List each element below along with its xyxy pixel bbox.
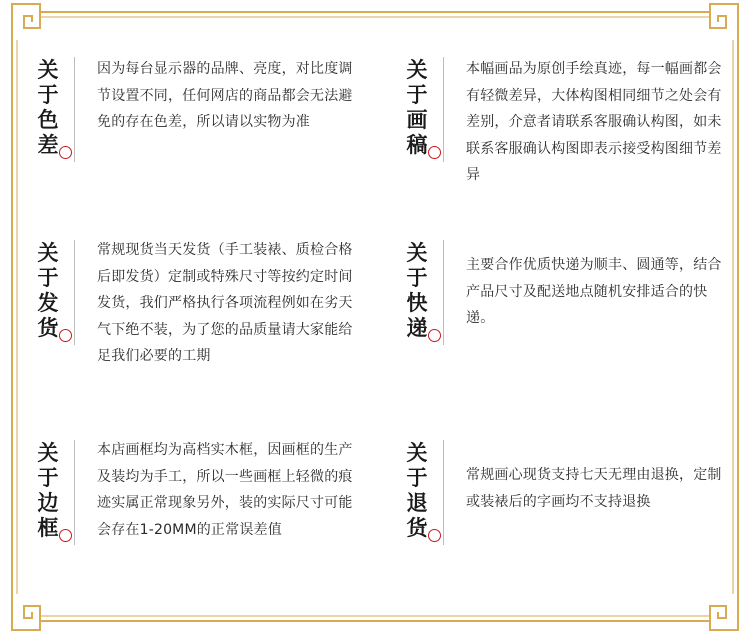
- section-color-difference: [36, 57, 355, 162]
- title-char: 画: [406, 107, 428, 132]
- title-char: 快: [406, 290, 428, 315]
- frame-corner-bottom-left-icon: [12, 594, 40, 630]
- section-text: 因为每台显示器的品牌、亮度，对比度调节设置不同，任何网店的商品都会无法避免的存在色差，所以请以实物为准: [97, 61, 353, 130]
- title-char: 色: [37, 107, 59, 132]
- title-char: 关: [406, 57, 428, 82]
- seal-circle-icon: [428, 529, 441, 542]
- vertical-divider: [74, 57, 75, 162]
- section-title: [405, 57, 429, 157]
- vertical-divider: [74, 240, 75, 345]
- section-text: 本店画框均为高档实木框，因画框的生产及装均为手工，所以一些画框上轻微的痕迹实属正常现象另外，装的实际尺寸可能会存在1-20MM的正常误差值: [97, 442, 353, 538]
- seal-circle-icon: [59, 529, 72, 542]
- title-char: 于: [406, 465, 428, 490]
- title-char: 发: [37, 290, 59, 315]
- seal-circle-icon: [428, 329, 441, 342]
- title-char: 于: [37, 465, 59, 490]
- title-char: 稿: [406, 132, 428, 157]
- seal-circle-icon: [59, 329, 72, 342]
- section-title: [405, 440, 429, 540]
- title-char: 关: [406, 240, 428, 265]
- frame-corner-top-left-icon: [12, 4, 40, 40]
- title-char: 边: [37, 490, 59, 515]
- vertical-divider: [443, 440, 444, 545]
- frame-corner-top-right-icon: [710, 4, 738, 40]
- title-char: 于: [37, 82, 59, 107]
- section-returns: [405, 440, 728, 545]
- vertical-divider: [74, 440, 75, 545]
- title-char: 差: [37, 132, 59, 157]
- title-char: 关: [406, 440, 428, 465]
- title-char: 关: [37, 240, 59, 265]
- vertical-divider: [443, 240, 444, 345]
- title-char: 货: [37, 315, 59, 340]
- title-char: 退: [406, 490, 428, 515]
- frame-corner-bottom-right-icon: [710, 594, 738, 630]
- title-char: 关: [37, 57, 59, 82]
- title-char: 于: [406, 265, 428, 290]
- section-painting-draft: [405, 57, 728, 189]
- title-char: 货: [406, 515, 428, 540]
- seal-circle-icon: [59, 146, 72, 159]
- section-text: 常规现货当天发货（手工装裱、质检合格后即发货）定制或特殊尺寸等按约定时间发货，我们严格执行各项流程例如在劣天气下绝不装，为了您的品质量请大家能给足我们必要的工期: [97, 242, 353, 364]
- title-char: 关: [37, 440, 59, 465]
- section-text: 主要合作优质快递为顺丰、圆通等，结合产品尺寸及配送地点随机安排适合的快递。: [466, 257, 722, 326]
- section-title: [405, 240, 429, 340]
- title-char: 于: [406, 82, 428, 107]
- title-char: 于: [37, 265, 59, 290]
- title-char: 框: [37, 515, 59, 540]
- section-frame: [36, 440, 355, 545]
- section-text: 本幅画品为原创手绘真迹，每一幅画都会有轻微差异，大体构图相同细节之处会有差别，介意者请联系客服确认构图，如未联系客服确认构图即表示接受构图细节差异: [466, 61, 722, 183]
- section-title: [36, 240, 60, 340]
- section-text: 常规画心现货支持七天无理由退换，定制或装裱后的字画均不支持退换: [466, 467, 722, 510]
- section-shipping: [36, 240, 355, 370]
- section-title: [36, 57, 60, 157]
- vertical-divider: [443, 57, 444, 162]
- section-express: [405, 240, 728, 345]
- seal-circle-icon: [428, 146, 441, 159]
- section-title: [36, 440, 60, 540]
- title-char: 递: [406, 315, 428, 340]
